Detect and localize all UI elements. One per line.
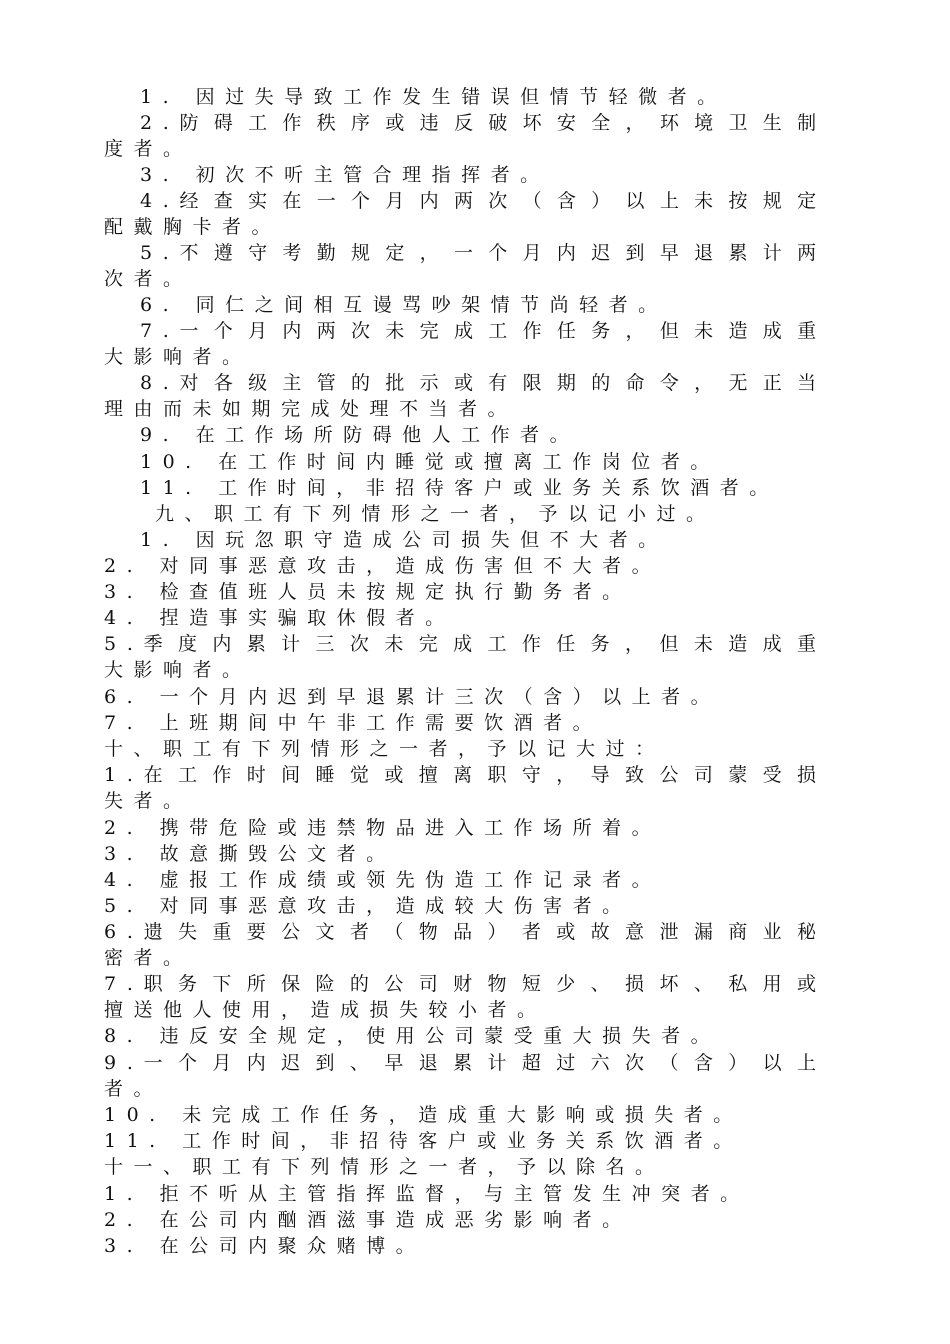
text-line: 3. 初次不听主管合理指挥者。 <box>140 164 550 186</box>
text-line: 11. 工作时间，非招待客户或业务关系饮酒者。 <box>140 477 779 499</box>
text-line: 3. 故意撕毁公文者。 <box>104 843 396 865</box>
text-line: 10. 未完成工作任务，造成重大影响或损失者。 <box>104 1104 743 1126</box>
text-line: 2 . 防 碍 工 作 秩 序 或 违 反 破 坏 安 全 ， 环 境 卫 生 制 <box>140 112 816 134</box>
text-line: 7 . 一 个 月 内 两 次 未 完 成 工 作 任 务 ， 但 未 造 成 重 <box>140 320 816 342</box>
text-line: 2. 携带危险或违禁物品进入工作场所着。 <box>104 817 662 839</box>
text-line: 4 . 经 查 实 在 一 个 月 内 两 次 （ 含 ） 以 上 未 按 规 定 <box>140 190 816 212</box>
text-line: 者。 <box>104 1078 164 1100</box>
text-line: 5 . 季 度 内 累 计 三 次 未 完 成 工 作 任 务 ， 但 未 造 成 重 <box>104 633 816 655</box>
text-line: 4. 虚报工作成绩或领先伪造工作记录者。 <box>104 869 662 891</box>
text-line: 大影响者。 <box>104 659 252 681</box>
text-line: 10. 在工作时间内睡觉或擅离工作岗位者。 <box>140 451 720 473</box>
text-line: 理由而未如期完成处理不当者。 <box>104 398 518 420</box>
text-line: 1. 拒不听从主管指挥监督，与主管发生冲突者。 <box>104 1183 750 1205</box>
text-line: 1. 因过失导致工作发生错误但情节轻微者。 <box>140 86 727 108</box>
text-line: 11. 工作时间，非招待客户或业务关系饮酒者。 <box>104 1130 743 1152</box>
text-line: 次者。 <box>104 268 193 290</box>
text-line: 6. 同仁之间相互谩骂吵架情节尚轻者。 <box>140 294 668 316</box>
text-line: 9. 在工作场所防碍他人工作者。 <box>140 424 580 446</box>
text-line: 8. 违反安全规定，使用公司蒙受重大损失者。 <box>104 1025 721 1047</box>
text-line: 5. 对同事恶意攻击，造成较大伤害者。 <box>104 895 632 917</box>
text-line: 2. 在公司内酗酒滋事造成恶劣影响者。 <box>104 1209 632 1231</box>
text-line: 度者。 <box>104 138 193 160</box>
text-line: 大影响者。 <box>104 346 252 368</box>
text-line: 配戴胸卡者。 <box>104 216 282 238</box>
text-line: 失者。 <box>104 790 193 812</box>
text-line: 3. 在公司内聚众赌博。 <box>104 1235 426 1257</box>
text-line: 1 . 在 工 作 时 间 睡 觉 或 擅 离 职 守 ， 导 致 公 司 蒙 受 损 <box>104 764 816 786</box>
section-heading: 九、职工有下列情形之一者，予以记小过。 <box>155 503 716 525</box>
text-line: 9 . 一 个 月 内 迟 到 、 早 退 累 计 超 过 六 次 （ 含 ） 以 上 <box>104 1052 816 1074</box>
section-heading: 十一、职工有下列情形之一者，予以除名。 <box>104 1156 665 1178</box>
text-line: 4. 捏造事实骗取休假者。 <box>104 607 455 629</box>
text-line: 7. 上班期间中午非工作需要饮酒者。 <box>104 712 603 734</box>
text-line: 3. 检查值班人员未按规定执行勤务者。 <box>104 581 632 603</box>
text-line: 擅送他人使用，造成损失较小者。 <box>104 999 547 1021</box>
text-line: 5 . 不 遵 守 考 勤 规 定 ， 一 个 月 内 迟 到 早 退 累 计 两 <box>140 242 816 264</box>
section-heading: 十、职工有下列情形之一者，予以记大过： <box>104 738 665 760</box>
text-line: 6. 一个月内迟到早退累计三次（含）以上者。 <box>104 686 721 708</box>
text-line: 1. 因玩忽职守造成公司损失但不大者。 <box>140 529 668 551</box>
text-line: 密者。 <box>104 947 193 969</box>
text-line: 8 . 对 各 级 主 管 的 批 示 或 有 限 期 的 命 令 ， 无 正 当 <box>140 372 816 394</box>
text-line: 2. 对同事恶意攻击，造成伤害但不大者。 <box>104 555 662 577</box>
text-line: 7 . 职 务 下 所 保 险 的 公 司 财 物 短 少 、 损 坏 、 私 用 或 <box>104 973 816 995</box>
text-line: 6 . 遗 失 重 要 公 文 者 （ 物 品 ） 者 或 故 意 泄 漏 商 业 秘 <box>104 921 816 943</box>
